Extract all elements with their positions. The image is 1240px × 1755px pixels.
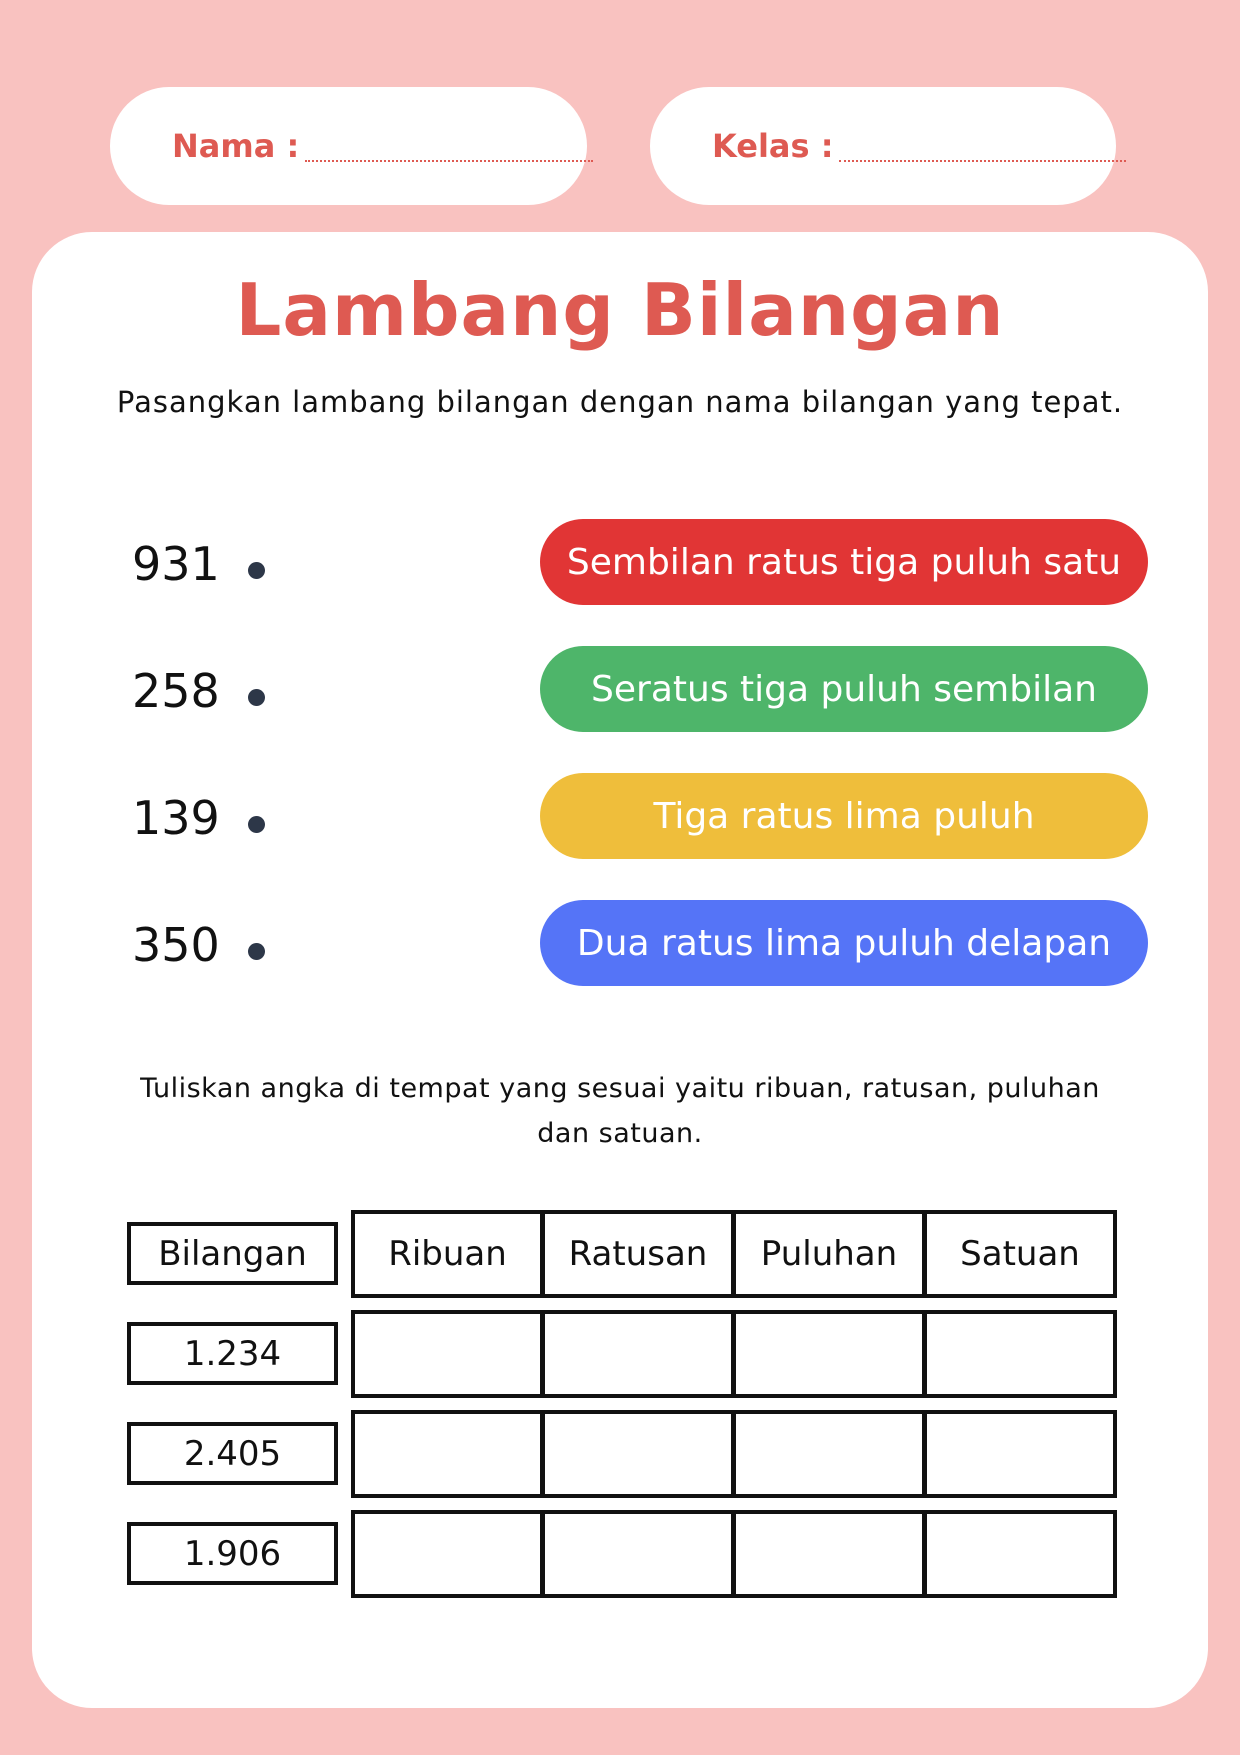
name-label: Nama :: [172, 127, 300, 165]
option-pill[interactable]: Dua ratus lima puluh delapan: [540, 900, 1148, 986]
class-write-line[interactable]: [839, 160, 1126, 162]
name-field[interactable]: [110, 87, 587, 205]
answer-cell[interactable]: [732, 1310, 926, 1398]
match-dot[interactable]: [248, 562, 265, 579]
answer-cell[interactable]: [923, 1510, 1117, 1598]
answer-cell[interactable]: [541, 1410, 735, 1498]
match-dot[interactable]: [248, 943, 265, 960]
table-header-ribuan: Ribuan: [351, 1210, 544, 1298]
place-value-instruction: Tuliskan angka di tempat yang sesuai yaitu ribuan, ratusan, puluhan dan satuan.: [140, 1073, 1100, 1149]
matching-instruction: Pasangkan lambang bilangan dengan nama bilangan yang tepat.: [116, 385, 1124, 419]
class-field[interactable]: [650, 87, 1116, 205]
answer-cell[interactable]: [541, 1310, 735, 1398]
worksheet-card: [32, 232, 1208, 1708]
table-header-ratusan: Ratusan: [541, 1210, 735, 1298]
table-row-number: 1.906: [127, 1522, 338, 1585]
option-pill[interactable]: Sembilan ratus tiga puluh satu: [540, 519, 1148, 605]
page-title: Lambang Bilangan: [235, 268, 1005, 352]
number-label: 931: [132, 537, 220, 591]
class-label: Kelas :: [712, 127, 834, 165]
table-row-number: 1.234: [127, 1322, 338, 1385]
match-dot[interactable]: [248, 816, 265, 833]
table-row-number: 2.405: [127, 1422, 338, 1485]
answer-cell[interactable]: [351, 1410, 544, 1498]
number-label: 350: [132, 918, 220, 972]
table-header-puluhan: Puluhan: [732, 1210, 926, 1298]
answer-cell[interactable]: [351, 1510, 544, 1598]
table-header-bilangan: Bilangan: [127, 1222, 338, 1285]
answer-cell[interactable]: [541, 1510, 735, 1598]
answer-cell[interactable]: [732, 1510, 926, 1598]
answer-cell[interactable]: [351, 1310, 544, 1398]
option-pill[interactable]: Seratus tiga puluh sembilan: [540, 646, 1148, 732]
answer-cell[interactable]: [923, 1310, 1117, 1398]
answer-cell[interactable]: [923, 1410, 1117, 1498]
number-label: 139: [132, 791, 220, 845]
match-dot[interactable]: [248, 689, 265, 706]
name-write-line[interactable]: [305, 160, 593, 162]
number-label: 258: [132, 664, 220, 718]
option-pill[interactable]: Tiga ratus lima puluh: [540, 773, 1148, 859]
table-header-satuan: Satuan: [923, 1210, 1117, 1298]
answer-cell[interactable]: [732, 1410, 926, 1498]
